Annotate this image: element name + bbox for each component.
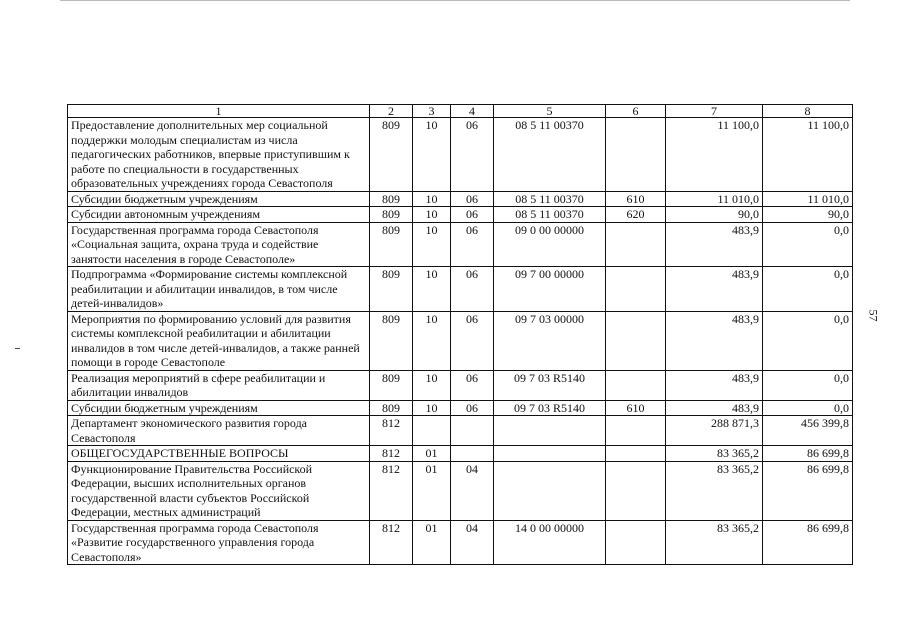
row-csr [494,416,606,446]
row-sum-1: 483,9 [666,311,763,370]
table-row [68,520,853,565]
row-csr: 09 7 03 00000 [494,311,606,370]
row-sum-2: 456 399,8 [763,416,853,446]
row-sum-1: 83 365,2 [666,446,763,462]
row-vr [606,446,666,462]
header-col-6: 6 [606,105,666,118]
row-rz: 01 [413,461,451,520]
row-pr [451,446,494,462]
row-rz: 10 [413,370,451,400]
row-sum-2: 86 699,8 [763,446,853,462]
table-row [68,191,853,207]
table-row [68,267,853,312]
budget-table [67,104,853,565]
row-pr: 06 [451,207,494,223]
row-rz: 10 [413,311,451,370]
row-pr [451,416,494,446]
row-rz: 10 [413,191,451,207]
row-sum-1: 83 365,2 [666,520,763,565]
row-sum-1: 483,9 [666,267,763,312]
row-rz: 10 [413,222,451,267]
row-sum-2: 11 100,0 [763,118,853,192]
header-col-4: 4 [451,105,494,118]
row-name: Подпрограмма «Формирование системы комплексной реабилитации и абилитации инвалидов, в том числе детей-инвалидов» [68,267,370,312]
row-name: ОБЩЕГОСУДАРСТВЕННЫЕ ВОПРОСЫ [68,446,370,462]
row-ved: 809 [370,311,413,370]
row-vr [606,267,666,312]
row-sum-2: 0,0 [763,311,853,370]
row-pr: 04 [451,520,494,565]
row-name: Государственная программа города Севастополя «Развитие государственного управления города Севастополя» [68,520,370,565]
row-rz: 10 [413,400,451,416]
table-row [68,207,853,223]
row-ved: 812 [370,446,413,462]
row-csr: 09 0 00 00000 [494,222,606,267]
row-vr [606,520,666,565]
row-pr: 04 [451,461,494,520]
row-csr: 09 7 03 R5140 [494,400,606,416]
row-sum-2: 0,0 [763,267,853,312]
header-col-2: 2 [370,105,413,118]
table-row [68,370,853,400]
row-csr: 14 0 00 00000 [494,520,606,565]
row-pr: 06 [451,311,494,370]
table-row [68,446,853,462]
row-ved: 809 [370,222,413,267]
header-col-1: 1 [68,105,370,118]
row-sum-2: 90,0 [763,207,853,223]
row-vr: 610 [606,191,666,207]
row-sum-2: 11 010,0 [763,191,853,207]
row-name: Субсидии автономным учреждениям [68,207,370,223]
row-sum-1: 288 871,3 [666,416,763,446]
table-row [68,400,853,416]
row-csr: 08 5 11 00370 [494,191,606,207]
row-ved: 812 [370,520,413,565]
row-pr: 06 [451,222,494,267]
table-row [68,311,853,370]
row-pr: 06 [451,400,494,416]
row-name: Мероприятия по формированию условий для развития системы комплексной реабилитации и абилитации инвалидов в том числе детей-инвалидов, а также ранней помощи в городе Севастополе [68,311,370,370]
row-vr [606,222,666,267]
row-name: Субсидии бюджетным учреждениям [68,400,370,416]
row-rz [413,416,451,446]
row-ved: 809 [370,118,413,192]
row-sum-1: 83 365,2 [666,461,763,520]
row-csr: 08 5 11 00370 [494,118,606,192]
row-vr [606,311,666,370]
row-csr [494,461,606,520]
header-col-3: 3 [413,105,451,118]
row-sum-1: 11 010,0 [666,191,763,207]
table-row [68,461,853,520]
row-sum-1: 483,9 [666,400,763,416]
table-row [68,118,853,192]
row-vr [606,370,666,400]
header-col-5: 5 [494,105,606,118]
row-rz: 10 [413,207,451,223]
row-sum-1: 483,9 [666,222,763,267]
header-col-8: 8 [763,105,853,118]
row-sum-2: 86 699,8 [763,520,853,565]
row-sum-2: 0,0 [763,370,853,400]
table-row [68,222,853,267]
row-name: Реализация мероприятий в сфере реабилитации и абилитации инвалидов [68,370,370,400]
row-ved: 809 [370,370,413,400]
table-row [68,416,853,446]
margin-mark [15,348,20,349]
row-sum-1: 483,9 [666,370,763,400]
row-ved: 809 [370,400,413,416]
row-ved: 812 [370,416,413,446]
row-pr: 06 [451,370,494,400]
header-col-7: 7 [666,105,763,118]
page-number: 57 [866,309,881,322]
scan-edge-line [60,0,850,1]
row-sum-2: 86 699,8 [763,461,853,520]
row-sum-2: 0,0 [763,222,853,267]
row-csr [494,446,606,462]
row-rz: 10 [413,267,451,312]
row-rz: 10 [413,118,451,192]
row-csr: 09 7 00 00000 [494,267,606,312]
row-name: Государственная программа города Севастополя «Социальная защита, охрана труда и содействие занятости населения в городе Севастополе» [68,222,370,267]
row-csr: 08 5 11 00370 [494,207,606,223]
row-name: Субсидии бюджетным учреждениям [68,191,370,207]
row-ved: 809 [370,267,413,312]
row-rz: 01 [413,520,451,565]
row-vr: 620 [606,207,666,223]
row-pr: 06 [451,191,494,207]
row-ved: 812 [370,461,413,520]
row-sum-2: 0,0 [763,400,853,416]
row-vr [606,118,666,192]
row-vr [606,461,666,520]
row-ved: 809 [370,207,413,223]
row-pr: 06 [451,267,494,312]
row-name: Предоставление дополнительных мер социальной поддержки молодым специалистам из числа педагогических работников, впервые приступившим к работе по специальности в государственных образовательных учреждениях города Севастополя [68,118,370,192]
table-header-row [68,105,853,118]
row-sum-1: 90,0 [666,207,763,223]
row-sum-1: 11 100,0 [666,118,763,192]
row-name: Функционирование Правительства Российской Федерации, высших исполнительных органов государственной власти субъектов Российской Федерации, местных администраций [68,461,370,520]
row-pr: 06 [451,118,494,192]
row-name: Департамент экономического развития города Севастополя [68,416,370,446]
row-rz: 01 [413,446,451,462]
row-csr: 09 7 03 R5140 [494,370,606,400]
row-vr: 610 [606,400,666,416]
row-vr [606,416,666,446]
row-ved: 809 [370,191,413,207]
